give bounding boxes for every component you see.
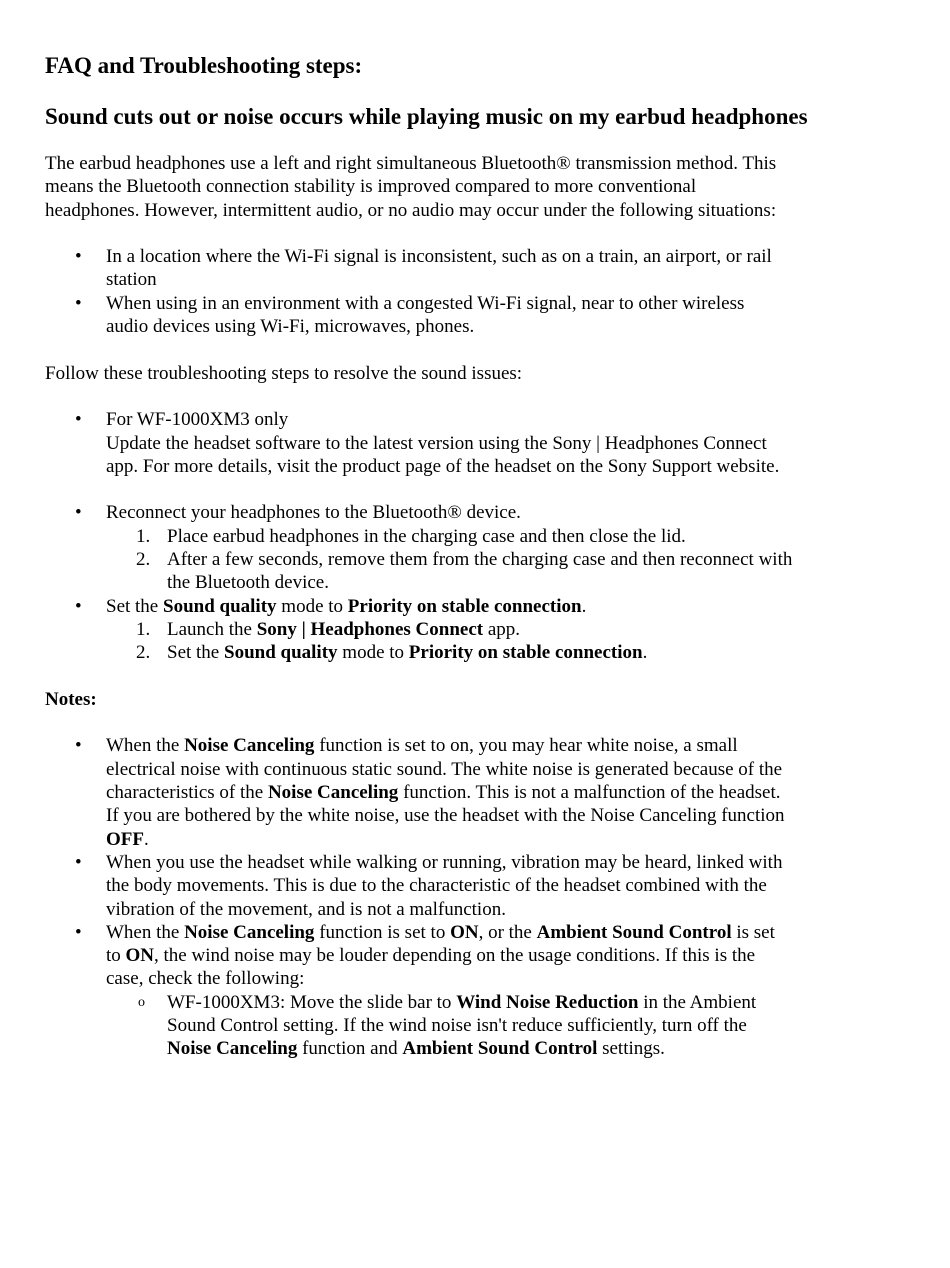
- page-title: FAQ and Troubleshooting steps:: [45, 53, 363, 78]
- situations-list: [45, 245, 875, 338]
- step-update-software: • For WF-1000XM3 only Update the headset software to the latest version using the Sony | Headphones Connect app. For more details, visit the product page of the headset on the Sony Support website.: [45, 408, 875, 478]
- list-item: • When using in an environment with a congested Wi-Fi signal, near to other wireless audio devices using Wi-Fi, microwaves, phones.: [45, 292, 875, 339]
- list-item: 1. Launch the Sony | Headphones Connect app.: [136, 618, 521, 640]
- intro-paragraph: The earbud headphones use a left and right simultaneous Bluetooth® transmission method. This means the Bluetooth connection stability is improved compared to more conventional headphones. However, intermittent audio, or no audio may occur under the following situations:: [45, 153, 777, 221]
- list-item: 2. After a few seconds, remove them from the charging case and then reconnect with the Bluetooth device.: [136, 549, 793, 594]
- step-reconnect: • Reconnect your headphones to the Bluetooth® device. 1. Place earbud headphones in the charging case and then close the lid. 2. After a few seconds, remove them from the charging case and then reconnect with the Bluetooth device.: [45, 501, 875, 594]
- note-wind-noise: • When the Noise Canceling function is set to ON, or the Ambient Sound Control is set to ON, the wind noise may be louder depending on the usage conditions. If this is the case, check the following: o WF-1000XM3: Move the slide bar to Wind Noise Reduction in the Ambient Sound Control setting. If the wind noise isn't reduce sufficiently, turn off the Noise Canceling function and Ambient Sound Control settings.: [45, 921, 875, 1061]
- troubleshooting-steps-2: [45, 501, 875, 664]
- list-item: o WF-1000XM3: Move the slide bar to Wind Noise Reduction in the Ambient Sound Control setting. If the wind noise isn't reduce sufficiently, turn off the Noise Canceling function and Ambient Sound Control settings.: [138, 991, 757, 1060]
- step-sound-quality: • Set the Sound quality mode to Priority on stable connection. 1. Launch the Sony | Headphones Connect app. 2. Set the Sound quality mode to Priority on stable connection.: [45, 595, 875, 665]
- notes-title: Notes:: [45, 688, 97, 710]
- list-item: 1. Place earbud headphones in the charging case and then close the lid.: [136, 525, 686, 547]
- list-item: 2. Set the Sound quality mode to Priority on stable connection.: [136, 642, 648, 664]
- note-vibration: • When you use the headset while walking or running, vibration may be heard, linked with the body movements. This is due to the characteristic of the headset combined with the vibration of the movement, and is not a malfunction.: [45, 851, 875, 921]
- list-item: • In a location where the Wi-Fi signal is inconsistent, such as on a train, an airport, or rail station: [45, 245, 875, 292]
- notes-list: [45, 734, 875, 1060]
- article-body: [45, 152, 875, 1061]
- follow-text: Follow these troubleshooting steps to resolve the sound issues:: [45, 362, 523, 384]
- wind-noise-sublist: [45, 991, 875, 1061]
- reconnect-substeps: [45, 525, 875, 595]
- sound-quality-substeps: [45, 618, 875, 665]
- article-title: Sound cuts out or noise occurs while playing music on my earbud headphones: [45, 104, 808, 129]
- note-white-noise: • When the Noise Canceling function is set to on, you may hear white noise, a small electrical noise with continuous static sound. The white noise is generated because of the characteristics of the Noise Canceling function. This is not a malfunction of the headset. If you are bothered by the white noise, use the headset with the Noise Canceling function OFF.: [45, 734, 875, 850]
- troubleshooting-steps: [45, 408, 875, 478]
